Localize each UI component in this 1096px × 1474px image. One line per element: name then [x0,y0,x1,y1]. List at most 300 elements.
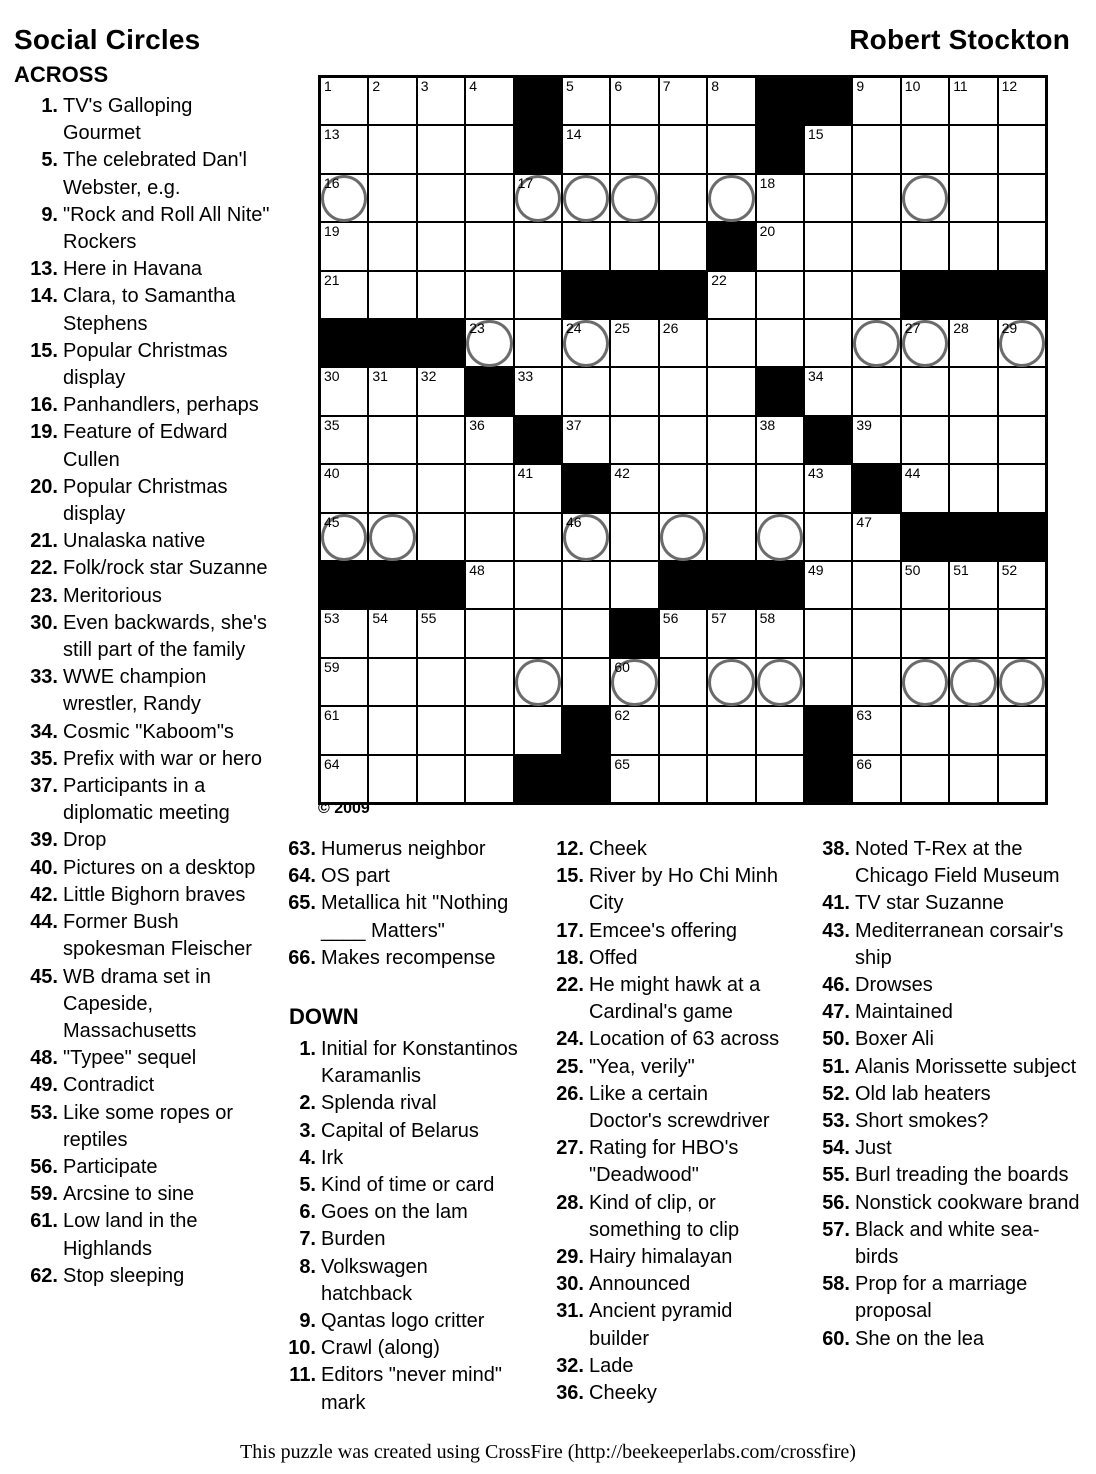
cell-number: 25 [614,320,630,336]
grid-cell[interactable] [320,222,368,270]
grid-cell[interactable] [514,464,562,512]
grid-cell[interactable] [368,416,416,464]
cell-number: 45 [324,513,340,530]
grid-cell[interactable] [320,174,368,222]
clue-number: 59. [30,1183,58,1206]
grid-cell[interactable] [514,609,562,657]
grid-cell[interactable] [998,561,1046,609]
grid-cell[interactable] [756,755,804,803]
across-clue-list-2 [272,836,522,972]
grid-cell[interactable] [320,513,368,561]
grid-cell[interactable] [562,658,610,706]
grid-cell[interactable] [320,706,368,754]
clue-number: 34. [30,720,58,743]
grid-cell[interactable] [949,174,997,222]
clue-text: Cosmic "Kaboom"s [63,720,234,743]
grid-cell[interactable] [514,271,562,319]
grid-cell[interactable] [756,416,804,464]
grid-cell[interactable] [949,464,997,512]
grid-cell[interactable] [804,658,852,706]
grid-cell[interactable] [998,706,1046,754]
black-cell [949,513,997,561]
grid-cell[interactable] [465,125,513,173]
grid-cell[interactable] [320,416,368,464]
black-cell [998,513,1046,561]
grid-cell[interactable] [901,222,949,270]
clue-number: 32. [556,1354,584,1377]
grid-cell[interactable] [320,609,368,657]
grid-cell[interactable] [368,755,416,803]
grid-cell[interactable] [320,464,368,512]
grid-cell[interactable] [852,367,900,415]
grid-cell[interactable] [901,609,949,657]
grid-cell[interactable] [514,706,562,754]
grid-cell[interactable] [514,174,562,222]
cell-number: 47 [856,513,872,530]
down-clue-list-3 [806,836,1080,1353]
grid-cell[interactable] [417,658,465,706]
across-clue-62 [14,1263,270,1290]
clue-number: 1. [299,1038,316,1061]
grid-cell[interactable] [756,658,804,706]
grid-cell[interactable] [659,609,707,657]
clue-number: 63. [288,838,316,860]
grid-cell[interactable] [368,271,416,319]
black-cell [368,319,416,367]
grid-cell[interactable] [610,464,658,512]
grid-cell[interactable] [417,464,465,512]
grid-cell[interactable] [901,416,949,464]
clue-number: 47. [822,1001,850,1024]
grid-cell[interactable] [804,513,852,561]
grid-cell[interactable] [562,125,610,173]
grid-cell[interactable] [949,319,997,367]
grid-cell[interactable] [804,125,852,173]
clue-text: Initial for Konstantinos Karamanlis [321,1038,518,1088]
clue-text: Contradict [63,1074,155,1097]
down-clue-15 [540,863,785,917]
clue-text: Crawl (along) [321,1337,440,1360]
grid-cell[interactable] [998,125,1046,173]
clue-text: Former Bush spokesman Fleischer [63,911,252,961]
grid-cell[interactable] [804,319,852,367]
across-clue-64 [272,863,522,890]
grid-cell[interactable] [852,609,900,657]
grid-cell[interactable] [514,513,562,561]
grid-cell[interactable] [659,222,707,270]
grid-cell[interactable] [852,706,900,754]
grid-cell[interactable] [610,658,658,706]
clue-text: Hairy himalayan [589,1246,733,1269]
crossword-grid [318,75,1048,805]
cell-number: 29 [1001,320,1018,336]
grid-cell[interactable] [852,125,900,173]
grid-cell[interactable] [707,416,755,464]
grid-cell[interactable] [417,706,465,754]
grid-cell[interactable] [417,367,465,415]
grid-cell[interactable] [562,513,610,561]
grid-cell[interactable] [562,609,610,657]
grid-cell[interactable] [998,416,1046,464]
cell-number: 34 [808,368,824,385]
grid-cell[interactable] [610,513,658,561]
grid-cell[interactable] [707,367,755,415]
grid-cell[interactable] [368,609,416,657]
grid-cell[interactable] [804,561,852,609]
across-clue-13 [14,256,270,283]
grid-cell[interactable] [562,367,610,415]
grid-cell[interactable] [852,222,900,270]
clue-text: Feature of Edward Cullen [63,421,228,471]
grid-cell[interactable] [707,609,755,657]
down-clue-56 [806,1190,1080,1217]
clue-text: Cheek [589,838,647,860]
grid-cell[interactable] [756,513,804,561]
grid-cell[interactable] [756,609,804,657]
grid-cell[interactable] [852,174,900,222]
clues-column-3 [540,836,785,1407]
grid-cell[interactable] [707,125,755,173]
grid-cell[interactable] [465,706,513,754]
clue-number: 39. [30,829,58,852]
clue-number: 65. [288,892,316,915]
grid-cell[interactable] [756,706,804,754]
down-heading: DOWN [289,1004,359,1030]
cell-number: 64 [324,755,340,772]
clue-number: 20. [30,475,58,498]
clue-text: Goes on the lam [321,1201,468,1224]
cell-number: 61 [324,707,340,724]
clue-text: Capital of Belarus [321,1119,479,1142]
grid-cell[interactable] [368,464,416,512]
grid-cell[interactable] [368,706,416,754]
grid-cell[interactable] [998,367,1046,415]
grid-cell[interactable] [949,561,997,609]
grid-cell[interactable] [368,174,416,222]
grid-cell[interactable] [562,561,610,609]
grid-cell[interactable] [417,513,465,561]
grid-cell[interactable] [417,125,465,173]
grid-cell[interactable] [659,367,707,415]
grid-cell[interactable] [852,319,900,367]
grid-cell[interactable] [707,706,755,754]
clue-number: 56. [822,1191,850,1214]
grid-cell[interactable] [998,658,1046,706]
clue-text: Clara, to Samantha Stephens [63,285,236,335]
grid-cell[interactable] [901,367,949,415]
across-clue-53 [14,1100,270,1154]
grid-cell[interactable] [804,609,852,657]
down-clue-43 [806,918,1080,972]
grid-cell[interactable] [610,416,658,464]
down-clue-6 [272,1199,522,1226]
down-clue-24 [540,1026,785,1053]
grid-cell[interactable] [417,755,465,803]
grid-cell[interactable] [756,319,804,367]
grid-cell[interactable] [707,174,755,222]
grid-cell[interactable] [852,561,900,609]
black-cell [659,271,707,319]
grid-cell[interactable] [514,367,562,415]
cell-number: 31 [372,368,388,385]
grid-cell[interactable] [610,222,658,270]
cell-number: 54 [372,610,388,627]
grid-cell[interactable] [368,658,416,706]
grid-cell[interactable] [610,755,658,803]
grid-cell[interactable] [804,271,852,319]
down-clue-50 [806,1026,1080,1053]
cell-number: 39 [856,416,872,433]
cell-number: 27 [904,320,921,336]
cell-number: 23 [469,320,485,336]
grid-cell[interactable] [465,464,513,512]
down-clue-3 [272,1118,522,1145]
grid-cell[interactable] [949,755,997,803]
grid-cell[interactable] [804,174,852,222]
across-clue-59 [14,1181,270,1208]
black-cell [368,561,416,609]
grid-cell[interactable] [707,513,755,561]
grid-cell[interactable] [320,658,368,706]
grid-cell[interactable] [852,755,900,803]
grid-cell[interactable] [320,755,368,803]
clue-number: 4. [299,1146,316,1169]
clue-text: WWE champion wrestler, Randy [63,666,207,716]
grid-cell[interactable] [804,367,852,415]
grid-cell[interactable] [756,174,804,222]
grid-cell[interactable] [949,706,997,754]
grid-cell[interactable] [901,319,949,367]
grid-cell[interactable] [562,416,610,464]
grid-cell[interactable] [901,174,949,222]
grid-cell[interactable] [901,755,949,803]
grid-cell[interactable] [610,706,658,754]
grid-cell[interactable] [659,464,707,512]
grid-cell[interactable] [514,222,562,270]
grid-cell[interactable] [901,77,949,125]
down-clue-list-2 [540,836,785,1407]
black-cell [514,77,562,125]
across-clue-9 [14,202,270,256]
grid-cell[interactable] [901,561,949,609]
grid-cell[interactable] [659,755,707,803]
clue-text: OS part [321,865,390,888]
across-clue-39 [14,827,270,854]
black-cell [756,77,804,125]
grid-cell[interactable] [659,125,707,173]
grid-cell[interactable] [562,174,610,222]
grid-cell[interactable] [659,319,707,367]
clue-number: 50. [822,1028,850,1051]
clue-number: 60. [822,1327,850,1350]
grid-cell[interactable] [659,706,707,754]
circle-marker [369,514,415,561]
grid-cell[interactable] [514,561,562,609]
cell-number: 40 [324,465,340,482]
grid-cell[interactable] [417,271,465,319]
clue-number: 61. [30,1210,58,1233]
grid-cell[interactable] [852,513,900,561]
grid-cell[interactable] [417,609,465,657]
grid-cell[interactable] [901,706,949,754]
grid-cell[interactable] [852,658,900,706]
clue-text: He might hawk at a Cardinal's game [589,974,761,1024]
cell-number: 21 [324,271,340,288]
cell-number: 7 [662,78,671,94]
clue-number: 45. [30,965,58,988]
clues-column-4 [806,836,1080,1353]
cell-number: 55 [420,610,437,627]
grid-cell[interactable] [852,416,900,464]
clue-text: Burden [321,1228,386,1251]
grid-cell[interactable] [465,755,513,803]
grid-cell[interactable] [465,174,513,222]
grid-cell[interactable] [998,609,1046,657]
grid-cell[interactable] [998,755,1046,803]
grid-cell[interactable] [949,125,997,173]
clue-text: Cheeky [589,1382,657,1405]
clue-text: Lade [589,1354,634,1377]
grid-cell[interactable] [610,77,658,125]
across-clue-66 [272,945,522,972]
black-cell [901,513,949,561]
grid-cell[interactable] [465,416,513,464]
grid-cell[interactable] [562,222,610,270]
grid-cell[interactable] [562,319,610,367]
grid-cell[interactable] [949,416,997,464]
grid-cell[interactable] [804,464,852,512]
grid-cell[interactable] [610,561,658,609]
grid-cell[interactable] [707,755,755,803]
grid-cell[interactable] [562,77,610,125]
grid-cell[interactable] [417,77,465,125]
clue-number: 54. [822,1137,850,1160]
grid-cell[interactable] [949,658,997,706]
clue-number: 27. [556,1137,584,1160]
grid-cell[interactable] [707,658,755,706]
grid-cell[interactable] [659,174,707,222]
grid-cell[interactable] [465,561,513,609]
grid-cell[interactable] [659,658,707,706]
grid-cell[interactable] [465,513,513,561]
across-heading: ACROSS [14,62,109,87]
grid-cell[interactable] [707,319,755,367]
clue-number: 40. [30,856,58,879]
clue-number: 10. [288,1337,316,1360]
grid-cell[interactable] [610,367,658,415]
grid-cell[interactable] [998,77,1046,125]
black-cell [804,77,852,125]
grid-cell[interactable] [756,222,804,270]
grid-cell[interactable] [707,271,755,319]
clue-text: Like some ropes or reptiles [63,1101,234,1151]
grid-cell[interactable] [949,77,997,125]
cell-number: 35 [324,416,340,433]
grid-cell[interactable] [465,658,513,706]
grid-cell[interactable] [659,513,707,561]
grid-cell[interactable] [901,464,949,512]
grid-cell[interactable] [949,367,997,415]
grid-cell[interactable] [514,658,562,706]
grid-cell[interactable] [465,271,513,319]
cell-number: 43 [808,465,824,482]
across-clue-48 [14,1045,270,1072]
grid-cell[interactable] [320,367,368,415]
grid-cell[interactable] [465,609,513,657]
grid-cell[interactable] [465,319,513,367]
grid-cell[interactable] [756,271,804,319]
black-cell [804,706,852,754]
grid-cell[interactable] [610,319,658,367]
grid-cell[interactable] [320,77,368,125]
clue-text: Black and white sea-birds [855,1218,1040,1269]
grid-cell[interactable] [417,222,465,270]
clue-text: "Yea, verily" [589,1055,695,1078]
grid-cell[interactable] [998,222,1046,270]
down-clue-57 [806,1217,1080,1271]
grid-cell[interactable] [804,222,852,270]
cell-number: 6 [614,78,623,94]
grid-cell[interactable] [901,125,949,173]
grid-cell[interactable] [610,125,658,173]
grid-cell[interactable] [368,513,416,561]
grid-cell[interactable] [417,174,465,222]
clue-text: Low land in the Highlands [63,1210,198,1260]
black-cell [756,367,804,415]
clue-text: Here in Havana [63,258,202,281]
circle-marker [708,175,754,222]
grid-cell[interactable] [368,222,416,270]
clue-number: 5. [299,1174,316,1197]
grid-cell[interactable] [659,416,707,464]
grid-cell[interactable] [659,77,707,125]
grid-cell[interactable] [320,125,368,173]
clue-text: Prop for a marriage proposal [855,1273,1028,1323]
across-clue-16 [14,392,270,419]
grid-cell[interactable] [320,271,368,319]
across-clue-33 [14,664,270,718]
down-clue-38 [806,836,1080,890]
across-clue-65 [272,890,522,944]
grid-cell[interactable] [949,222,997,270]
clue-number: 57. [822,1218,850,1241]
grid-cell[interactable] [998,319,1046,367]
grid-cell[interactable] [368,367,416,415]
grid-cell[interactable] [901,658,949,706]
grid-cell[interactable] [514,319,562,367]
cell-number: 24 [566,320,582,336]
across-clue-30 [14,610,270,664]
grid-cell[interactable] [368,77,416,125]
grid-cell[interactable] [852,271,900,319]
grid-cell[interactable] [998,464,1046,512]
grid-cell[interactable] [610,174,658,222]
clue-number: 9. [41,203,58,226]
across-clue-14 [14,283,270,337]
grid-cell[interactable] [707,77,755,125]
clue-text: Editors "never mind" mark [321,1364,502,1414]
grid-cell[interactable] [465,222,513,270]
grid-cell[interactable] [852,77,900,125]
cell-number: 33 [517,368,534,385]
grid-cell[interactable] [465,77,513,125]
grid-cell[interactable] [949,609,997,657]
grid-cell[interactable] [707,464,755,512]
grid-cell[interactable] [417,416,465,464]
grid-cell[interactable] [998,174,1046,222]
grid-cell[interactable] [756,464,804,512]
grid-cell[interactable] [368,125,416,173]
